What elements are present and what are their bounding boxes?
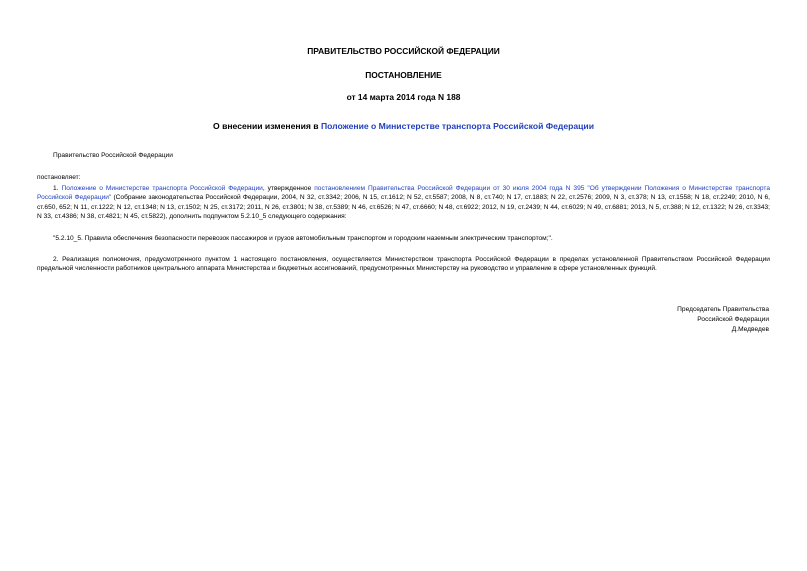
signature-block [677,305,769,335]
government-text: Правительство Российской Федерации [53,152,173,159]
paragraph-item-1 [37,184,770,222]
title-prefix: О внесении изменения в [213,121,321,131]
decrees-text: постановляет: [37,174,81,181]
header-government: ПРАВИТЕЛЬСТВО РОССИЙСКОЙ ФЕДЕРАЦИИ [307,46,500,56]
item1-text-1: , утвержденное [262,185,315,192]
header-date-number: от 14 марта 2014 года N 188 [346,92,461,102]
signature-title: Председатель Правительства [677,306,769,313]
paragraph-item-2: 2. Реализация полномочия, предусмотренного пунктом 1 настоящего постановления, осуществляется Министерством транспорта Российской Федерации в пределах установленной Правительством Российской Федерации предельной численности работников центрального аппарата Министерства и бюджетных ассигнований, предусмотренных Министерству на руководство и управление в сфере установленных функций. [37,256,770,273]
regulation-link[interactable]: Положение о Министерстве транспорта Российской Федерации [61,185,263,192]
item1-text-2: (Собрание законодательства Российской Федерации, 2004, N 32, ст.3342; 2006, N 15, ст.1612; N 52, ст.5587; 2008, N 8, ст.740; N 17, ст.1883; N 22, ст.2576; 2009, N 3, ст.378; N 13, ст.1558; N 18, ст.2249; 2010, N 6, ст.650, 652; N 11, ст.1222; N 12, ст.1348; N 13, ст.1502; N 25, ст.3172; 2011, N 26, ст.3801; N 38, ст.5389; N 46, ст.6526; N 47, ст.6660; N 48, ст.6922; 2012, N 19, ст.2439; N 44, ст.6029; N 49, ст.6881; 2013, N 5, ст.388; N 12, ст.1322; N 26, ст.3343; N 33, ст.4386; N 38, ст.4821; N 45, ст.5822), дополнить подпунктом 5.2.10_5 следующего содержания: [37,194,771,221]
title-link[interactable]: Положение о Министерстве транспорта Российской Федерации [320,121,594,131]
resolution-link[interactable]: постановлением Правительства Российской Федерации от 30 июля 2004 года N 395 "Об утверждении Положения о Министерстве транспорта Российской Федерации" [37,185,771,202]
signature-country: Российской Федерации [697,316,769,323]
signature-name: Д.Медведев [731,326,769,333]
document-title [0,121,807,131]
header-doc-type: ПОСТАНОВЛЕНИЕ [365,70,442,80]
item1-number: 1. [53,185,62,192]
quoted-subclause: "5.2.10_5. Правила обеспечения безопасности перевозок пассажиров и грузов автомобильным транспортом и городским наземным электрическим транспортом;". [53,235,553,242]
